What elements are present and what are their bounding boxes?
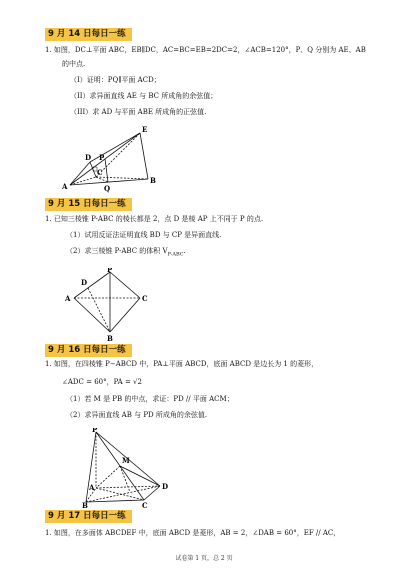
vertex-label: D	[81, 278, 88, 287]
problem-text-line: 的中点.	[62, 60, 86, 68]
sub-question: （III）求 AD 与平面 ABE 所成角的正弦值.	[70, 108, 207, 116]
vertex-label: A	[89, 483, 95, 492]
figure-prism-abcde	[60, 122, 170, 194]
figure-pyramid-pabcd	[82, 428, 174, 508]
problem-text-line: 1. 已知三棱锥 P-ABC 的棱长都是 2，点 D 是棱 AP 上不同于 P 的点.	[45, 215, 264, 223]
vertex-label: A	[62, 182, 68, 191]
problem-text-line: 1. 如图，DC⊥平面 ABC，EB∥DC，AC=BC=EB=2DC=2，∠ACB=120°，P、Q 分别为 AE、AB	[45, 46, 366, 54]
sub-question: （2）求三棱锥 P-ABC 的体积 $V_{P-ABC}$.	[66, 247, 186, 258]
sub-question: （2）求异面直线 AB 与 PD 所成角的余弦值.	[66, 411, 208, 419]
vertex-label: C	[142, 501, 148, 508]
problem-text-line: 1. 如图，在四棱锥 P−ABCD 中，PA⊥平面 ABCD，底面 ABCD 是边长为 1 的菱形，	[45, 360, 319, 368]
sub-question: （I）证明：PQ∥平面 ACD；	[70, 76, 161, 84]
vertex-label: P	[92, 428, 98, 434]
section-header-sep15: 9 月 15 日每日一练	[45, 198, 132, 211]
problem-text-line: 1. 如图，在多面体 ABCDEF 中，底面 ABCD 是菱形，AB = 2，∠DAB = 60°，EF // AC，	[45, 529, 341, 537]
vertex-label: B	[150, 176, 156, 185]
vertex-label: C	[142, 294, 148, 303]
vertex-label: B	[82, 501, 88, 508]
vertex-label: Q	[104, 184, 111, 193]
vertex-label: B	[107, 334, 113, 342]
sub-question: （II）求异面直线 AE 与 BC 所成角的余弦值；	[70, 92, 218, 100]
vertex-label: E	[142, 125, 148, 134]
vertex-label: P	[107, 268, 113, 274]
section-header-sep14: 9 月 14 日每日一练	[45, 28, 132, 41]
vertex-label: D	[162, 482, 169, 491]
sub-question: （1）若 M 是 PB 的中点，求证：PD // 平面 ACM；	[66, 395, 234, 403]
figure-tetrahedron-pabc	[62, 268, 158, 342]
vertex-label: P	[99, 153, 105, 162]
vertex-label: A	[65, 294, 71, 303]
sub-question: （1）试用反证法证明直线 BD 与 CP 是异面直线.	[66, 231, 222, 239]
vertex-label: D	[85, 153, 92, 162]
page-footer: 试卷第 1 页，总 2 页	[175, 555, 233, 562]
vertex-label: M	[122, 456, 130, 465]
section-header-sep16: 9 月 16 日每日一练	[45, 344, 132, 357]
problem-text-line: ∠ADC = 60°，PA = √2	[62, 378, 142, 386]
vertex-label: C	[97, 168, 103, 177]
section-header-sep17: 9 月 17 日每日一练	[45, 510, 132, 523]
